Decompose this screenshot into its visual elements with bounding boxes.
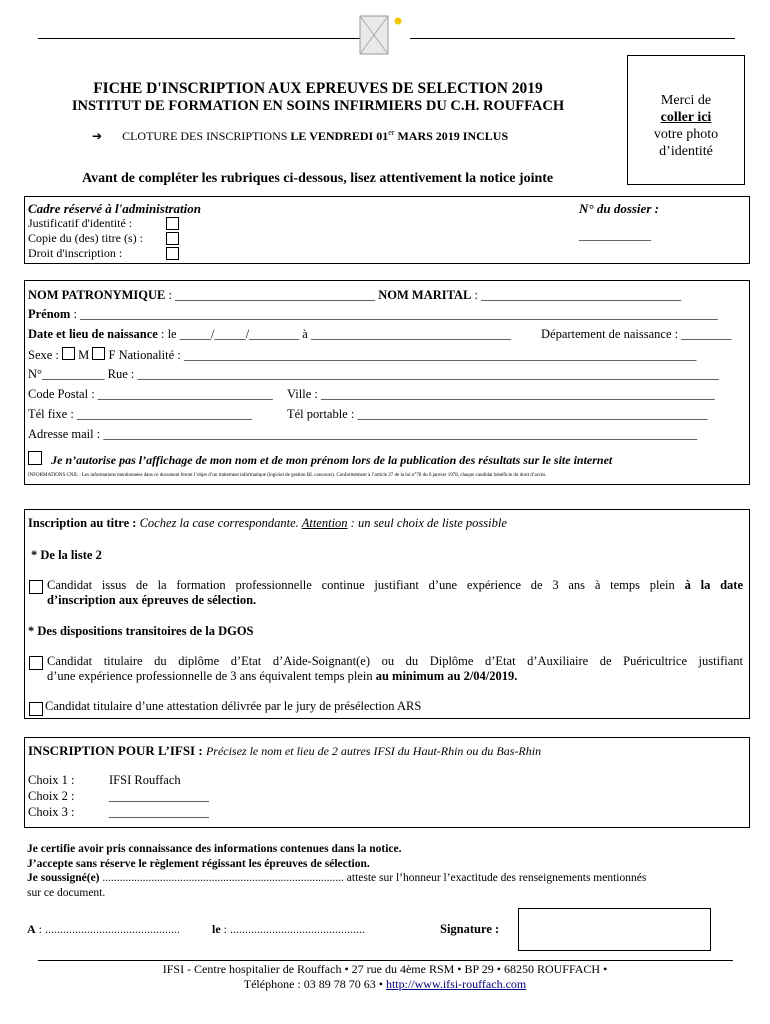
titre-box bbox=[24, 509, 750, 719]
cloture-line: ➔ CLOTURE DES INSCRIPTIONS LE VENDREDI 01er MARS 2019 INCLUS bbox=[92, 128, 509, 143]
sexe-f-checkbox[interactable] bbox=[92, 347, 105, 360]
admin-title: Cadre réservé à l'administration bbox=[28, 201, 201, 216]
liste2-heading: * De la liste 2 bbox=[31, 548, 102, 562]
nom-row: NOM PATRONYMIQUE : ________________________________ NOM MARITAL : ________________________________ bbox=[28, 288, 682, 302]
rue-field[interactable]: N°__________ Rue : _____________________________________________________________________________________________ bbox=[28, 367, 719, 381]
candidat-aide-soignant-checkbox[interactable] bbox=[29, 656, 43, 670]
cnil-notice: INFORMATIONS CNIL : Les informations mentionnées dans ce document feront l’objet d’un traitement informatique (logiciel de gestion BL concours). Conformément à l’article 27 de la loi n°78 du 6 janvier 1978, chaque candidat bénéficie du droit d’accès. bbox=[28, 473, 547, 478]
adresse-mail-field[interactable]: Adresse mail : _______________________________________________________________________________________________ bbox=[28, 427, 698, 441]
affichage-row: Je n’autorise pas l’affichage de mon nom et de mon prénom lors de la publication des résultats sur le site internet bbox=[28, 451, 612, 468]
lieu-row: A : ............................................. bbox=[27, 922, 181, 936]
copie-checkbox[interactable] bbox=[166, 232, 179, 245]
signature-label: Signature : bbox=[440, 922, 500, 936]
candidat-formation-text-2: d’inscription aux épreuves de sélection. bbox=[47, 593, 257, 607]
footer-line1: IFSI - Centre hospitalier de Rouffach • 27 rue du 4ème RSM • BP 29 • 68250 ROUFFACH • bbox=[162, 962, 608, 976]
choix1-value[interactable]: IFSI Rouffach bbox=[109, 773, 181, 787]
candidat-ars-text: Candidat titulaire d’une attestation délivrée par le jury de présélection ARS bbox=[45, 699, 422, 713]
naissance-field[interactable]: : le _____/_____/________ à ________________________________ bbox=[157, 327, 511, 341]
lieu-field[interactable]: : ............................................. bbox=[35, 922, 181, 936]
dossier-label: N° du dossier : bbox=[579, 201, 659, 216]
admin-copie: Copie du (des) titre (s) : bbox=[28, 231, 143, 245]
nationalite-field[interactable]: Nationalité : __________________________________________________________________________________ bbox=[118, 348, 697, 362]
choix1-label: Choix 1 : bbox=[28, 773, 75, 787]
code-postal-field[interactable]: Code Postal : ____________________________ bbox=[28, 387, 273, 401]
title-line1: FICHE D'INSCRIPTION AUX EPREUVES DE SELECTION 2019 bbox=[93, 80, 543, 97]
photo-box: Merci de coller ici votre photo d’identité bbox=[627, 55, 745, 185]
certif-line1: Je certifie avoir pris connaissance des informations contenues dans la notice. bbox=[27, 843, 402, 855]
tel-portable-field[interactable]: Tél portable : ________________________________________________________ bbox=[287, 407, 708, 421]
dgos-heading: * Des dispositions transitoires de la DGOS bbox=[28, 624, 254, 638]
footer-line2: Téléphone : 03 89 78 70 63 • http://www.ifsi-rouffach.com bbox=[243, 977, 527, 991]
candidat-aide-soignant-text-2: d’une expérience professionnelle de 3 ans équivalent temps plein au minimum au 2/04/2019. bbox=[47, 669, 518, 683]
ville-field[interactable]: Ville : _______________________________________________________________ bbox=[287, 387, 715, 401]
candidat-formation-checkbox[interactable] bbox=[29, 580, 43, 594]
identity-box bbox=[24, 280, 750, 485]
nom-patronymique-field[interactable]: : ________________________________ bbox=[165, 288, 376, 302]
candidat-aide-soignant-text: Candidat titulaire du diplôme d’Etat d’Aide-Soignant(e) ou du Diplôme d’Etat d’Auxiliaire de Puéricultrice justifiant bbox=[47, 654, 743, 668]
sexe-m-checkbox[interactable] bbox=[62, 347, 75, 360]
date-row: le : ............................................. bbox=[212, 922, 366, 936]
title-line2: INSTITUT DE FORMATION EN SOINS INFIRMIERS DU C.H. ROUFFACH bbox=[71, 98, 565, 114]
admin-justificatif: Justificatif d'identité : bbox=[28, 216, 133, 230]
certif-line3: Je soussigné(e) .................................................................................... atteste sur l’honneur l’exactitude des renseignements mentionnés bbox=[27, 872, 647, 884]
arrow-icon: ➔ bbox=[92, 129, 103, 143]
signature-box[interactable] bbox=[518, 908, 711, 951]
titre-header: Inscription au titre : Cochez la case correspondante. Attention : un seul choix de liste possible bbox=[28, 516, 507, 530]
candidat-ars-checkbox[interactable] bbox=[29, 702, 43, 716]
candidat-formation-text: Candidat issus de la formation professionnelle continue justifiant d’une expérience de 3 ans à temps plein à la date bbox=[47, 578, 744, 592]
choix2-field[interactable]: ________________ bbox=[109, 789, 209, 803]
ifsi-header: INSCRIPTION POUR L’IFSI : Précisez le nom et lieu de 2 autres IFSI du Haut-Rhin ou du Bas-Rhin bbox=[28, 743, 542, 758]
choix2-label: Choix 2 : bbox=[28, 789, 75, 803]
choix3-label: Choix 3 : bbox=[28, 805, 75, 819]
prenom-field[interactable]: : ______________________________________________________________________________________________________ bbox=[70, 307, 718, 321]
header-rule-right bbox=[410, 38, 735, 39]
departement-field[interactable]: Département de naissance : ________ bbox=[541, 327, 732, 341]
footer-rule bbox=[38, 960, 733, 961]
admin-droit: Droit d'inscription : bbox=[28, 246, 123, 260]
justificatif-checkbox[interactable] bbox=[166, 217, 179, 230]
website-link[interactable]: http://www.ifsi-rouffach.com bbox=[385, 977, 527, 991]
ifsi-box bbox=[24, 737, 750, 828]
prenom-row: Prénom : ______________________________________________________________________________________________________ bbox=[28, 307, 718, 321]
header-rule-left bbox=[38, 38, 360, 39]
tel-fixe-field[interactable]: Tél fixe : ____________________________ bbox=[28, 407, 252, 421]
dossier-field[interactable]: ____________ bbox=[579, 228, 651, 242]
certif-line4: sur ce document. bbox=[27, 887, 106, 899]
soussigne-field[interactable]: .................................................................................... atteste sur l’honneur l’exactitude des renseignements mentionnés bbox=[99, 872, 647, 884]
certif-line2: J’accepte sans réserve le règlement régissant les épreuves de sélection. bbox=[27, 858, 370, 870]
hospital-logo bbox=[346, 12, 406, 62]
notice-text: Avant de compléter les rubriques ci-dessous, lisez attentivement la notice jointe bbox=[82, 171, 554, 186]
sexe-row: Sexe : M F Nationalité : __________________________________________________________________________________ bbox=[28, 348, 697, 362]
naissance-row: Date et lieu de naissance : le _____/_____/________ à ________________________________ bbox=[28, 327, 511, 341]
nom-marital-field[interactable]: : ________________________________ bbox=[471, 288, 682, 302]
droit-checkbox[interactable] bbox=[166, 247, 179, 260]
choix3-field[interactable]: ________________ bbox=[109, 805, 209, 819]
date-field[interactable]: : ............................................. bbox=[220, 922, 366, 936]
admin-box bbox=[24, 196, 750, 264]
affichage-checkbox[interactable] bbox=[28, 451, 42, 465]
